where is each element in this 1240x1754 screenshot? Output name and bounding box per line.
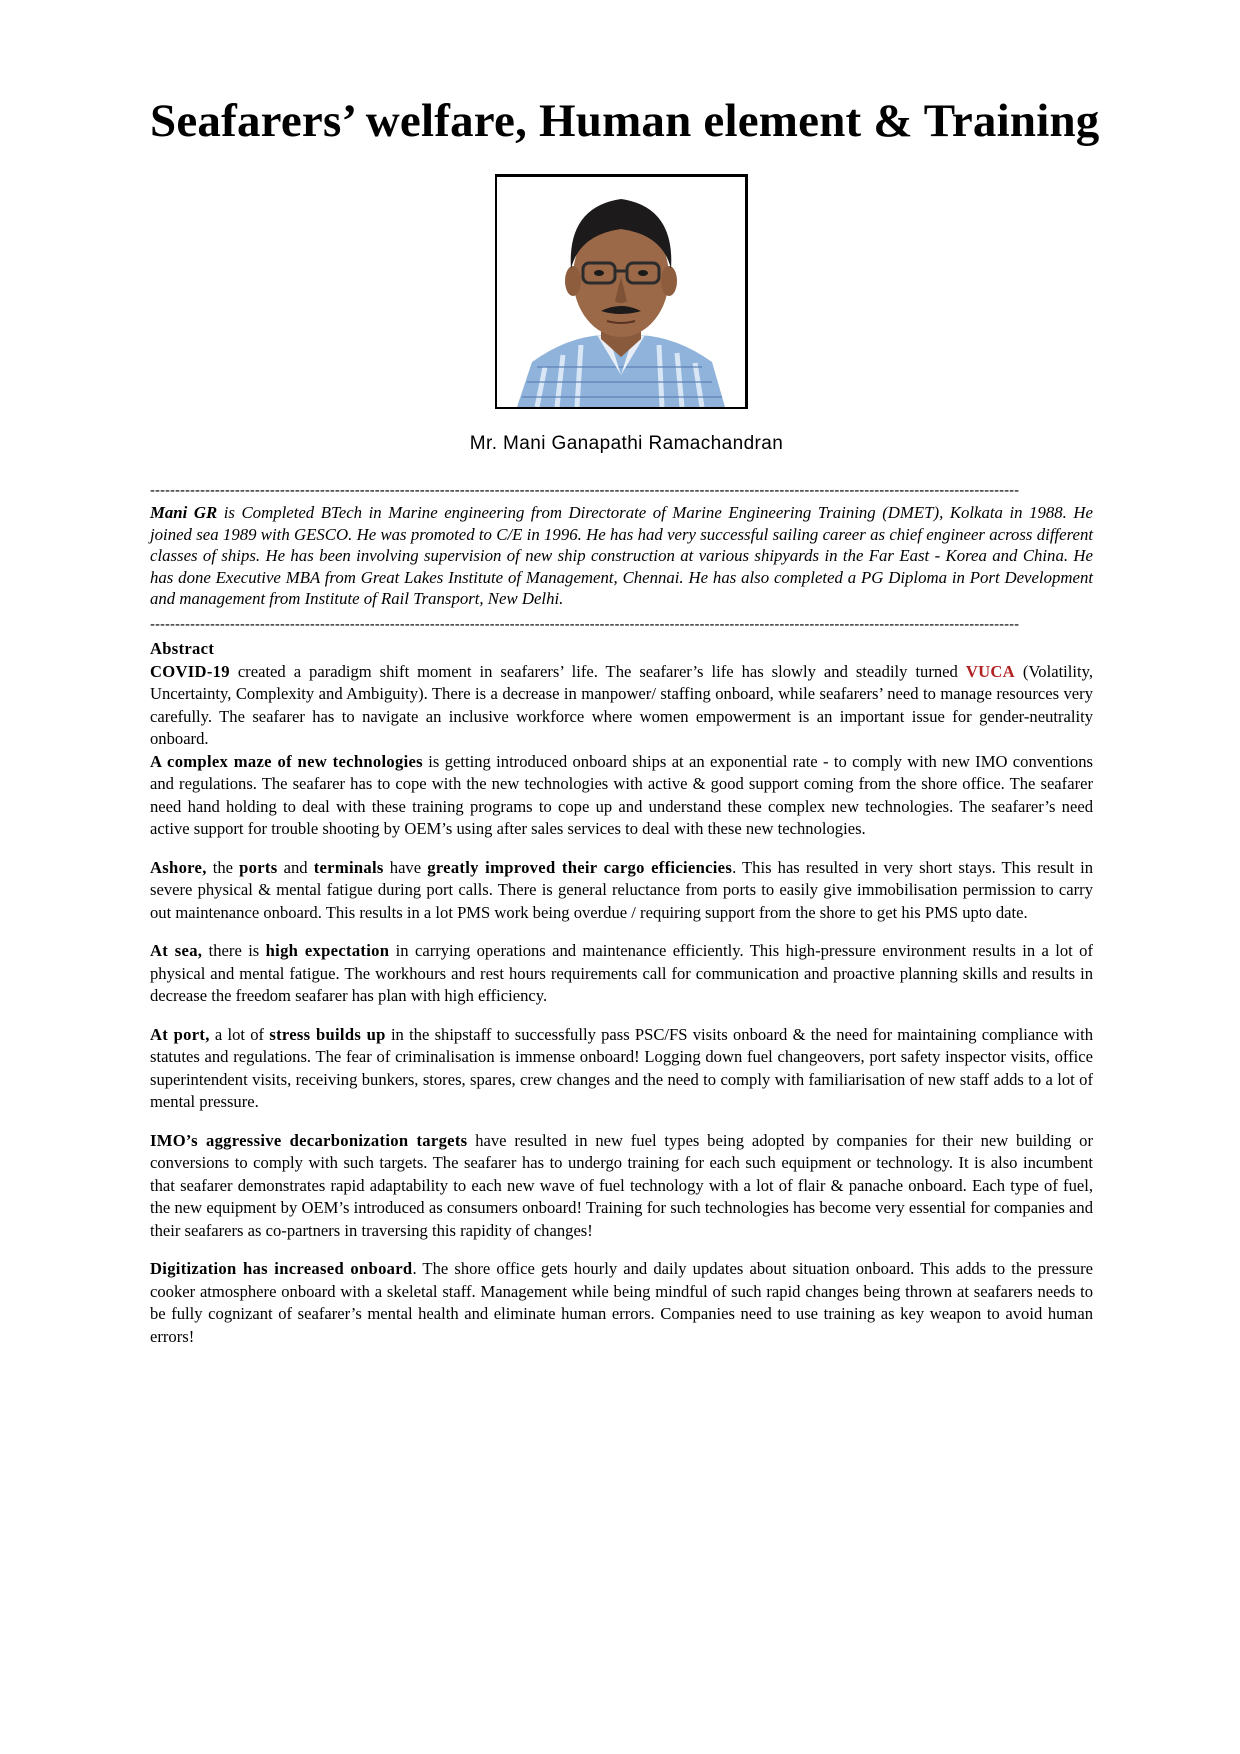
paragraph-at-sea xyxy=(150,940,1093,1008)
paragraph-emphasis: greatly improved their cargo efficiencies xyxy=(427,857,733,877)
bio-text: is Completed BTech in Marine engineering from Directorate of Marine Engineering Training (DMET), Kolkata in 1988. He joined sea 1989 with GESCO. He was promoted to C/E in 1996. He has had very successful sailing career as chief engineer across different classes of ships. He has been involving supervision of new ship construction at various shipyards in the Far East - Korea and China. He has done Executive MBA from Great Lakes Institute of Management, Chennai. He has also completed a PG Diploma in Port Development and management from Institute of Rail Transport, New Delhi. xyxy=(150,503,1093,609)
paragraph-text: have xyxy=(383,857,428,877)
divider-bottom: ------------------------------------------------------------------------------------------------------------------------------------------------------------------------------ xyxy=(150,619,1020,631)
bio-name: Mani GR xyxy=(150,503,218,522)
paragraph-emphasis: high expectation xyxy=(265,941,390,960)
paragraph-text: there is xyxy=(202,941,266,960)
paragraph-lead: Digitization has increased onboard xyxy=(150,1259,413,1278)
page-title: Seafarers’ welfare, Human element & Training xyxy=(150,95,1100,147)
paragraph-emphasis: stress builds up xyxy=(269,1024,386,1044)
paragraph-text: and xyxy=(277,857,314,877)
paragraph-ashore xyxy=(150,857,1093,925)
paragraph-emphasis: ports xyxy=(239,857,278,877)
paragraph-text: in the shipstaff to successfully pass PSC/FS visits onboard & the need for maintaining compliance with statutes and regulations. The fear of criminalisation is immense onboard! Logging down fuel changeovers, port safety inspector visits, office superintendent visits, receiving bunkers, stores, spares, crew changes and the need to comply with familiarisation of new staff adds to a lot of mental pressure. xyxy=(150,1024,1094,1111)
abstract-heading: Abstract xyxy=(150,639,215,658)
paragraph-lead: A complex maze of new technologies xyxy=(150,751,423,771)
author-bio xyxy=(150,502,1093,610)
photo-caption: Mr. Mani Ganapathi Ramachandran xyxy=(469,433,784,454)
paragraph-lead: IMO’s aggressive decarbonization targets xyxy=(150,1130,468,1150)
author-photo xyxy=(495,174,748,409)
paragraph-text: the xyxy=(206,857,240,877)
vuca-highlight: VUCA xyxy=(965,661,1015,681)
paragraph-text: . This has resulted in very short stays. This result in severe physical & mental fatigue during port calls. There is general reluctance from ports to easily give immobilisation permission to carry out maintenance onboard. This results in a lot PMS work being overdue / requiring support from the shore to get his PMS upto date. xyxy=(150,857,1093,922)
paragraph-decarbonization xyxy=(150,1130,1093,1243)
paragraph-technologies xyxy=(150,751,1093,841)
paragraph-lead: Ashore, xyxy=(150,857,207,877)
paragraph-text: in carrying operations and maintenance efficiently. This high-pressure environment results in a lot of physical and mental fatigue. The workhours and rest hours requirements call for communication and proactive planning skills and results in decrease the freedom seafarer has plan with high efficiency. xyxy=(150,941,1093,1005)
divider-top: ------------------------------------------------------------------------------------------------------------------------------------------------------------------------------ xyxy=(150,485,1020,497)
paragraph-text: created a paradigm shift moment in seafarers’ life. The seafarer’s life has slowly and steadily turned xyxy=(229,661,966,681)
paragraph-emphasis: terminals xyxy=(313,857,384,877)
author-portrait-image xyxy=(497,177,745,407)
paragraph-covid xyxy=(150,661,1093,751)
paragraph-digitization xyxy=(150,1258,1093,1348)
paragraph-text: is getting introduced onboard ships at an exponential rate - to comply with new IMO conventions and regulations. The seafarer has to cope with the new technologies with active & good support coming from the shore office. The seafarer need hand holding to deal with these training programs to cope up and understand these complex new technologies. The seafarer’s need active support for trouble shooting by OEM’s using after sales services to deal with these new technologies. xyxy=(150,751,1093,838)
paragraph-lead: At sea, xyxy=(150,941,203,960)
paragraph-text: (Volatility, Uncertainty, Complexity and Ambiguity). There is a decrease in manpower/ staffing onboard, while seafarers’ need to manage resources very carefully. The seafarer has to navigate an inclusive workforce where women empowerment is an important issue for gender-neutrality onboard. xyxy=(150,661,1093,748)
paragraph-text: . The shore office gets hourly and daily updates about situation onboard. This adds to the pressure cooker atmosphere onboard with a skeletal staff. Management while being mindful of such rapid changes being thrown at seafarers needs to be fully cognizant of seafarer’s mental health and eliminate human errors. Companies need to use training as key weapon to avoid human errors! xyxy=(150,1259,1093,1346)
paragraph-lead: At port, xyxy=(150,1024,210,1044)
abstract-section xyxy=(150,638,1093,1348)
paragraph-text: a lot of xyxy=(209,1024,270,1044)
paragraph-at-port xyxy=(150,1024,1093,1114)
paragraph-text: have resulted in new fuel types being adopted by companies for their new building or conversions to comply with such targets. The seafarer has to undergo training for each such equipment or technology. It is also incumbent that seafarer demonstrates rapid adaptability to each new wave of fuel technology with a lot of flair & panache onboard. Each type of fuel, the new equipment by OEM’s introduced as consumers onboard! Training for such technologies has become very essential for companies and their seafarers as co-partners in traversing this rapidity of changes! xyxy=(150,1130,1093,1240)
paragraph-lead: COVID-19 xyxy=(150,661,230,681)
